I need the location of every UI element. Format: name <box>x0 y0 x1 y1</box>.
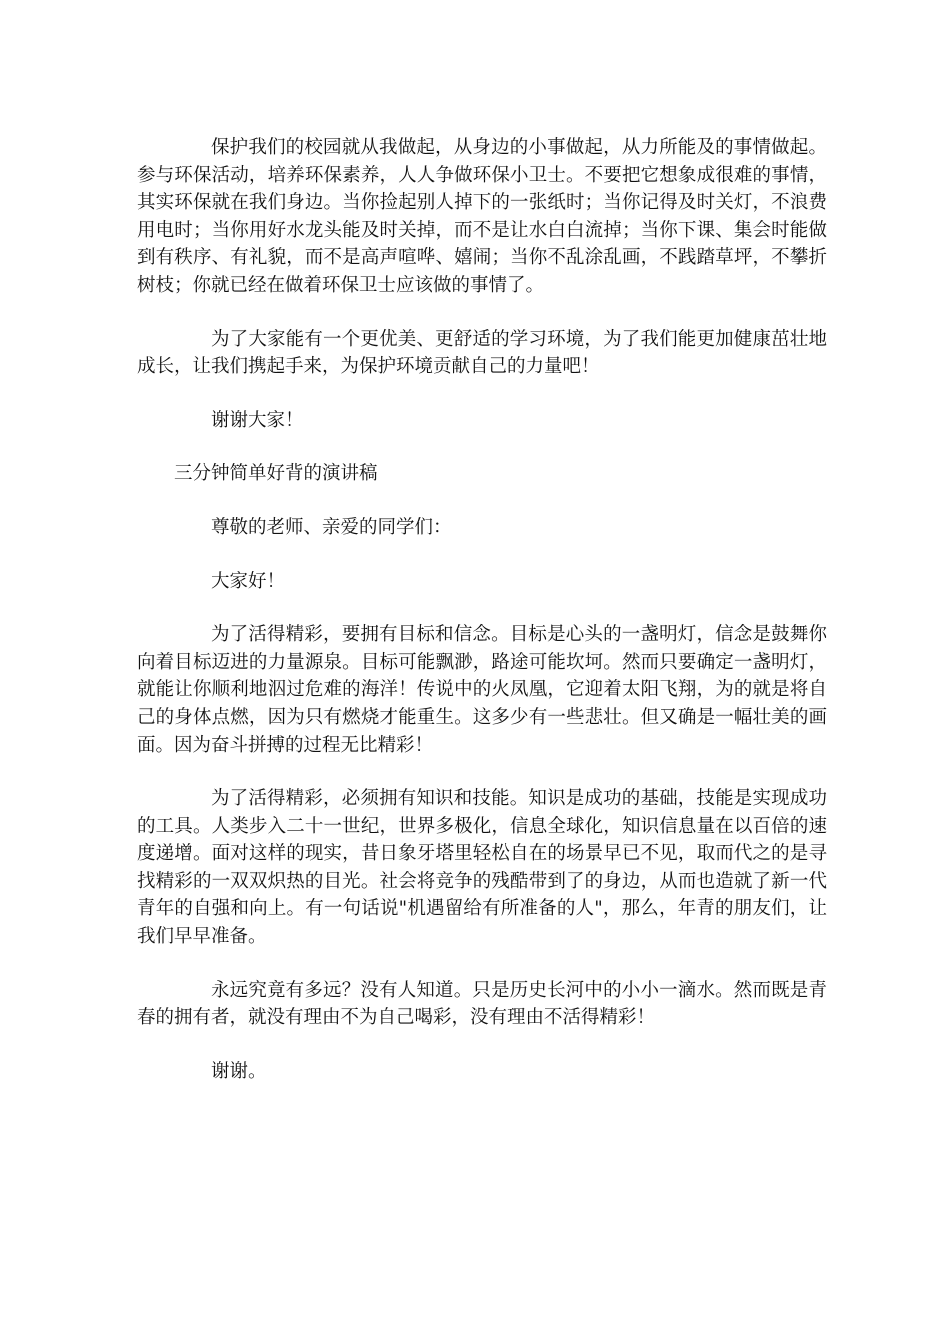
section-title: 三分钟简单好背的演讲稿 <box>174 463 378 485</box>
paragraph-goals: 为了活得精彩，要拥有目标和信念。目标是心头的一盏明灯，信念是鼓舞你向着目标迈进的力量源泉。目标可能飘渺，路途可能坎坷。然而只要确定一盏明灯，就能让你顺利地泅过危难的海洋！传说中的火凤凰，它迎着太阳飞翔，为的就是将自己的身体点燃，因为只有燃烧才能重生。这多少有一些悲壮。但又确是一幅壮美的画面。因为奋斗拼搏的过程无比精彩！ <box>137 624 827 756</box>
paragraph-salutation: 尊敬的老师、亲爱的同学们： <box>211 516 452 538</box>
paragraph-greeting: 大家好！ <box>211 570 286 592</box>
paragraph-environment: 保护我们的校园就从我做起，从身边的小事做起，从力所能及的事情做起。参与环保活动，培养环保素养，人人争做环保小卫士。不要把它想象成很难的事情，其实环保就在我们身边。当你捡起别人掉下的一张纸时；当你记得及时关灯，不浪费用电时；当你用好水龙头能及时关掉，而不是让水白白流掉；当你下课、集会时能做到有秩序、有礼貌，而不是高声喧哗、嬉闹；当你不乱涂乱画，不践踏草坪，不攀折树枝；你就已经在做着环保卫士应该做的事情了。 <box>137 137 827 296</box>
document-body <box>137 134 827 1111</box>
paragraph-knowledge: 为了活得精彩，必须拥有知识和技能。知识是成功的基础，技能是实现成功的工具。人类步入二十一世纪，世界多极化，信息全球化，知识信息量在以百倍的速度递增。面对这样的现实，昔日象牙塔里轻松自在的场景早已不见，取而代之的是寻找精彩的一双双炽热的目光。社会将竞争的残酷带到了的身边，从而也造就了新一代青年的自强和向上。有一句话说"机遇留给有所准备的人"，那么，年青的朋友们，让我们早早准备。 <box>137 788 827 948</box>
paragraph-youth: 永远究竟有多远？没有人知道。只是历史长河中的小小一滴水。然而既是青春的拥有者，就没有理由不为自己喝彩，没有理由不活得精彩！ <box>137 979 827 1029</box>
paragraph-call-to-action: 为了大家能有一个更优美、更舒适的学习环境，为了我们能更加健康茁壮地成长，让我们携起手来，为保护环境贡献自己的力量吧！ <box>137 328 827 378</box>
paragraph-thanks: 谢谢。 <box>211 1060 267 1082</box>
paragraph-thanks-all: 谢谢大家！ <box>211 409 304 431</box>
